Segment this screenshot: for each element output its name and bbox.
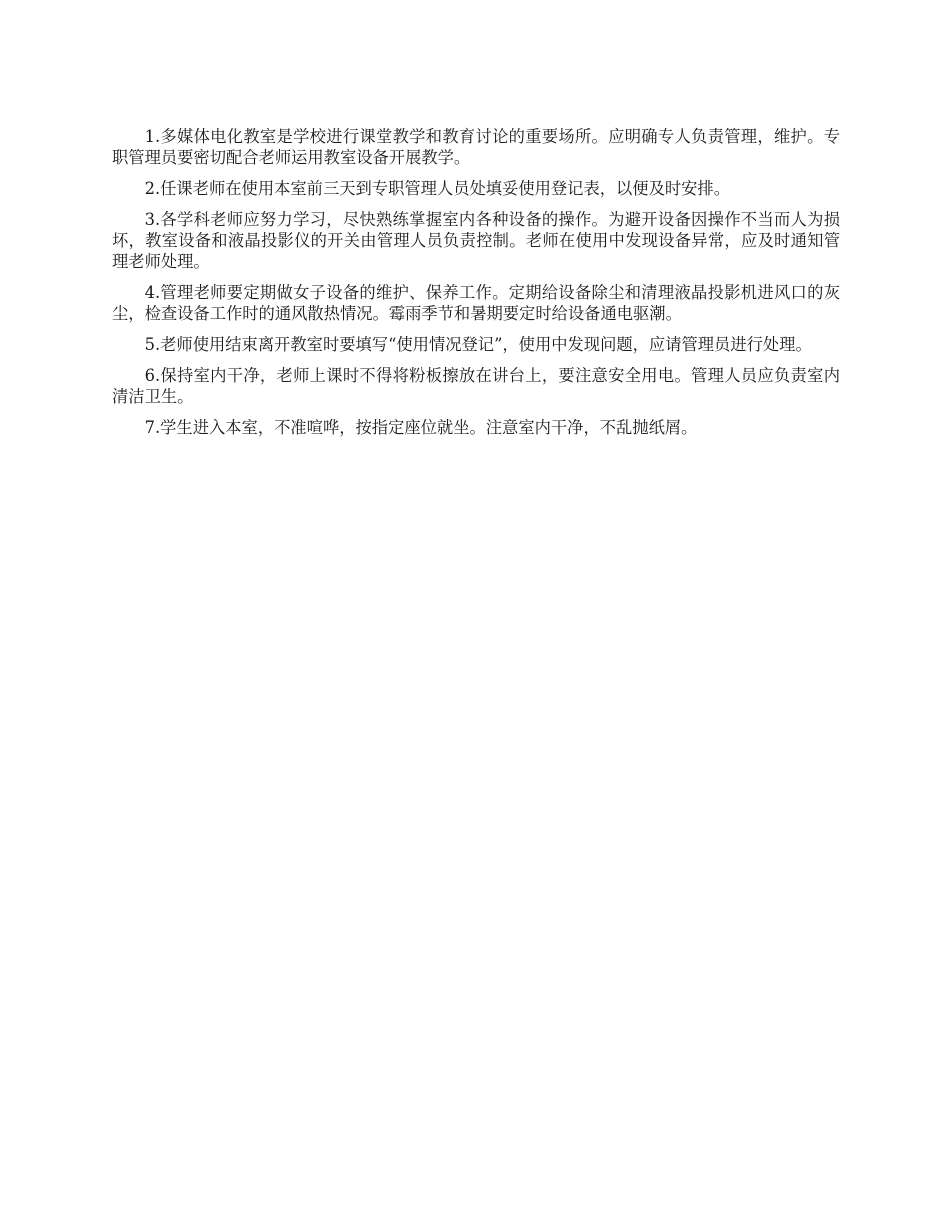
paragraph-1: 1.多媒体电化教室是学校进行课堂教学和教育讨论的重要场所。应明确专人负责管理，维护。专职管理员要密切配合老师运用教室设备开展教学。 xyxy=(112,127,840,167)
paragraph-6: 6.保持室内干净，老师上课时不得将粉板擦放在讲台上，要注意安全用电。管理人员应负责室内清洁卫生。 xyxy=(112,366,840,406)
paragraph-4: 4.管理老师要定期做女子设备的维护、保养工作。定期给设备除尘和清理液晶投影机进风口的灰尘，检查设备工作时的通风散热情况。霉雨季节和暑期要定时给设备通电驱潮。 xyxy=(112,283,840,323)
paragraph-3: 3.各学科老师应努力学习，尽快熟练掌握室内各种设备的操作。为避开设备因操作不当而人为损坏，教室设备和液晶投影仪的开关由管理人员负责控制。老师在使用中发现设备异常，应及时通知管理老师处理。 xyxy=(112,210,840,271)
paragraph-2: 2.任课老师在使用本室前三天到专职管理人员处填妥使用登记表，以便及时安排。 xyxy=(144,179,730,198)
document-body xyxy=(112,126,840,448)
paragraph-5: 5.老师使用结束离开教室时要填写“使用情况登记”，使用中发现问题，应请管理员进行处理。 xyxy=(144,335,812,354)
paragraph-7: 7.学生进入本室，不准喧哗，按指定座位就坐。注意室内干净，不乱抛纸屑。 xyxy=(144,418,698,437)
